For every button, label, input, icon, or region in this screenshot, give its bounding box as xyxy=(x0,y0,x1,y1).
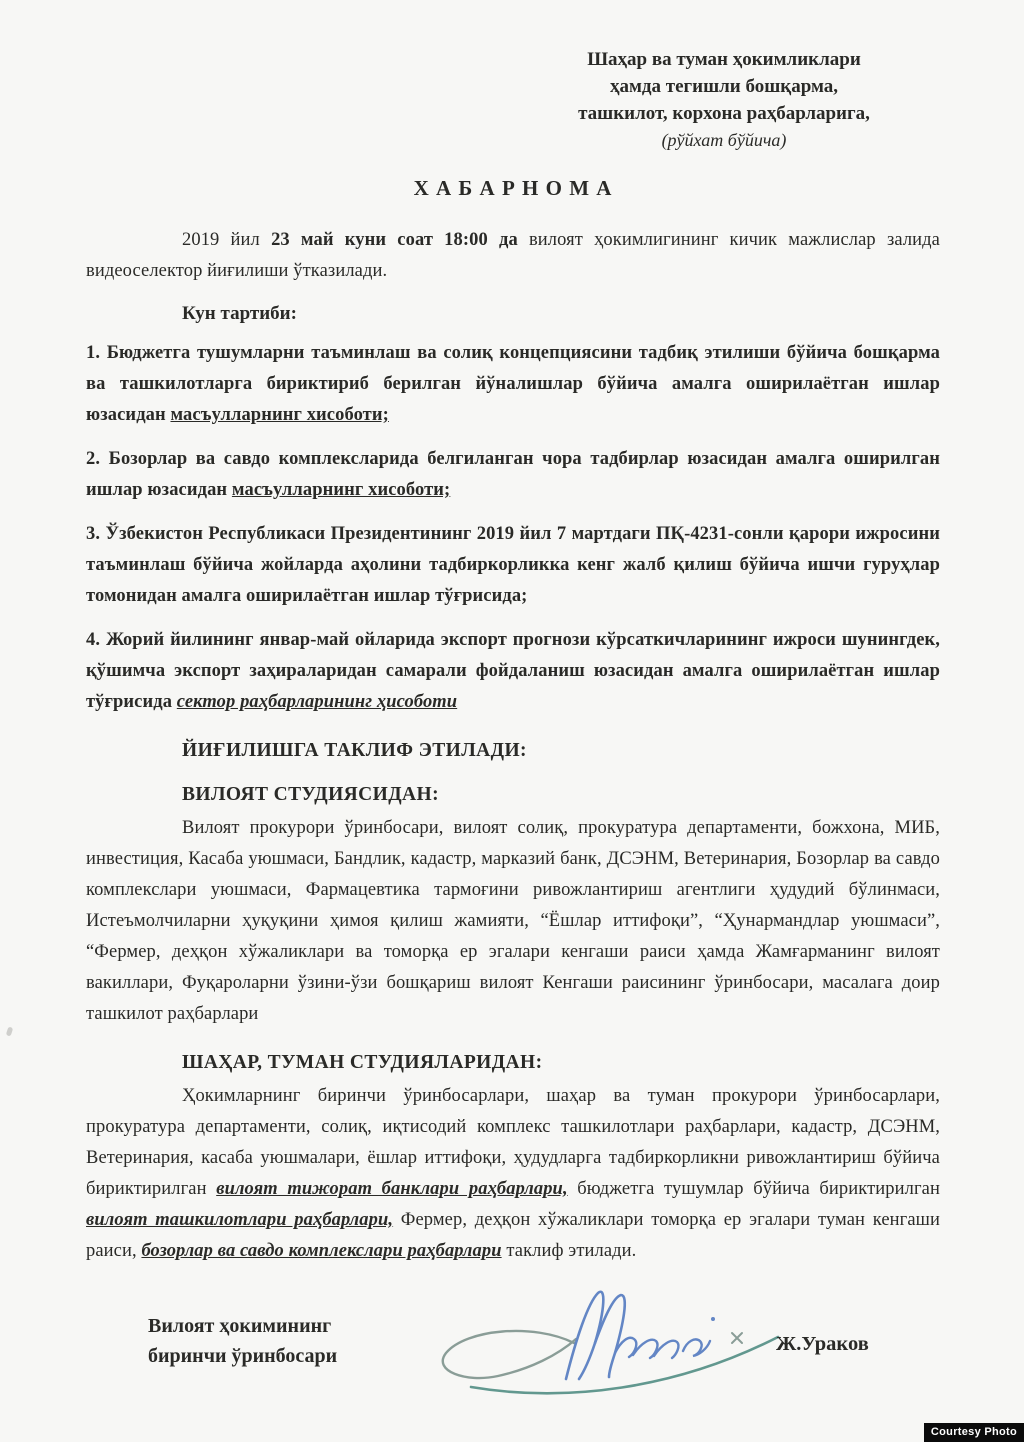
intro-lead: 2019 йил xyxy=(182,230,272,250)
addressee-note: (рўйхат бўйича) xyxy=(661,130,787,150)
intro-paragraph xyxy=(86,225,940,287)
addressee-block xyxy=(514,46,934,154)
agenda-item-1-report: масъулларнинг хисоботи; xyxy=(170,405,389,425)
agenda-heading: Кун тартиби: xyxy=(182,303,297,324)
city-seg-1: Ҳокимларнинг биринчи ўринбосарлари, шаҳар ва туман прокурори ўринбосарлари, прокуратура департаменти, солиқ, иқтисодий комплекс ташкилотлари раҳбарлари, кадастр, ДСЭНМ, Ветеринария, касаба уюшмалари, ёшлар иттифоқи, ҳудудларга тадбиркорликни ривожлантириш бўйича бириктирилган xyxy=(86,1086,940,1199)
signer-role-line: Вилоят ҳокимининг xyxy=(148,1315,332,1337)
agenda-item-2-report: масъулларнинг хисоботи; xyxy=(231,480,451,500)
agenda-item-4 xyxy=(86,625,940,718)
addressee-line: ҳамда тегишли бошқарма, xyxy=(609,76,839,97)
courtesy-badge: Courtesy Photo xyxy=(924,1423,1024,1442)
city-emphasis-1: вилоят тижорат банклари раҳбарлари, xyxy=(216,1179,568,1199)
city-seg-2: бюджетга тушумлар бўйича бириктирилган xyxy=(567,1179,940,1199)
agenda-item-4-text: 4. Жорий йилининг январ-май ойларида экспорт прогнози кўрсаткичларининг ижроси шунингдек, қўшимча экспорт заҳираларидан самарали фойдаланиш юзасидан амалга оширилаётган ишлар тўғрисида xyxy=(86,630,940,712)
intro-rest: вилоят ҳокимлигининг кичик мажлислар залида видеоселектор йиғилиши ўтказилади. xyxy=(86,230,940,281)
agenda-item-2-text: 2. Бозорлар ва савдо комплексларида белгиланган чора тадбирлар юзасидан амалга оширилган ишлар юзасидан xyxy=(86,449,940,500)
agenda-item-3-text: 3. Ўзбекистон Республикаси Президентининг 2019 йил 7 мартдаги ПҚ-4231-сонли қарори ижросини таъминлаш бўйича жойларда аҳолини тадбиркорликка кенг жалб қилиш бўйича ишчи гуруҳлар томонидан амалга оширилаётган ишлар тўғрисида; xyxy=(86,524,940,606)
signature-block xyxy=(86,1293,940,1433)
agenda-item-3 xyxy=(86,519,940,612)
signer-role-line: биринчи ўринбосари xyxy=(148,1345,338,1367)
city-seg-4: таклиф этилади. xyxy=(501,1241,637,1261)
addressee-line: Шаҳар ва туман ҳокимликлари xyxy=(587,49,861,70)
meeting-datetime: 23 май куни соат 18:00 да xyxy=(271,230,518,250)
city-studio-paragraph xyxy=(86,1081,940,1267)
signature-mark xyxy=(416,1277,786,1407)
invited-heading: ЙИҒИЛИШГА ТАКЛИФ ЭТИЛАДИ: xyxy=(182,740,527,761)
addressee-line: ташкилот, корхона раҳбарларига, xyxy=(578,103,870,124)
province-studio-paragraph: Вилоят прокурори ўринбосари, вилоят солиқ, прокуратура департаменти, божхона, МИБ, инвестиция, Касаба уюшмаси, Бандлик, кадастр, марказий банк, ДСЭНМ, Ветеринария, Бозорлар ва савдо комплекслари уюшмаси, Фармацевтика тармоғини ривожлантириш агентлиги ҳудудий бўлинмаси, Истеъмолчиларни ҳуқуқини ҳимоя қилиш жамияти, “Ёшлар иттифоқи”, “Ҳунармандлар уюшмаси”, “Фермер, деҳқон хўжаликлари ва томорқа ер эгалари кенгаши раиси ҳамда Жамғарманинг вилоят вакиллари, Фуқароларни ўзини-ўзи бошқариш вилоят Кенгаши раисининг ўринбосари, масалага доир ташкилот раҳбарлари xyxy=(86,818,940,1024)
agenda-item-1 xyxy=(86,338,940,431)
signer-name: Ж.Ураков xyxy=(776,1333,869,1355)
city-seg-3: Фермер, деҳқон хўжаликлари томорқа ер эгалари туман кенгаши раиси, xyxy=(86,1210,940,1261)
agenda-item-4-report: сектор раҳбарларининг ҳисоботи xyxy=(176,692,458,712)
signer-role xyxy=(148,1311,337,1371)
agenda-item-2 xyxy=(86,444,940,506)
province-studio-heading: ВИЛОЯТ СТУДИЯСИДАН: xyxy=(182,784,439,805)
agenda-item-1-text: 1. Бюджетга тушумларни таъминлаш ва солиқ концепциясини тадбиқ этилиши бўйича бошқарма ва ташкилотларга бириктириб берилган йўналишлар бўйича амалга оширилаётган ишлар юзасидан xyxy=(86,343,940,425)
city-emphasis-3: бозорлар ва савдо комплекслари раҳбарлари xyxy=(141,1241,502,1261)
document-title: Х А Б А Р Н О М А xyxy=(413,176,613,200)
city-studio-heading: ШАҲАР, ТУМАН СТУДИЯЛАРИДАН: xyxy=(182,1052,543,1073)
city-emphasis-2: вилоят ташкилотлари раҳбарлари, xyxy=(86,1210,394,1230)
